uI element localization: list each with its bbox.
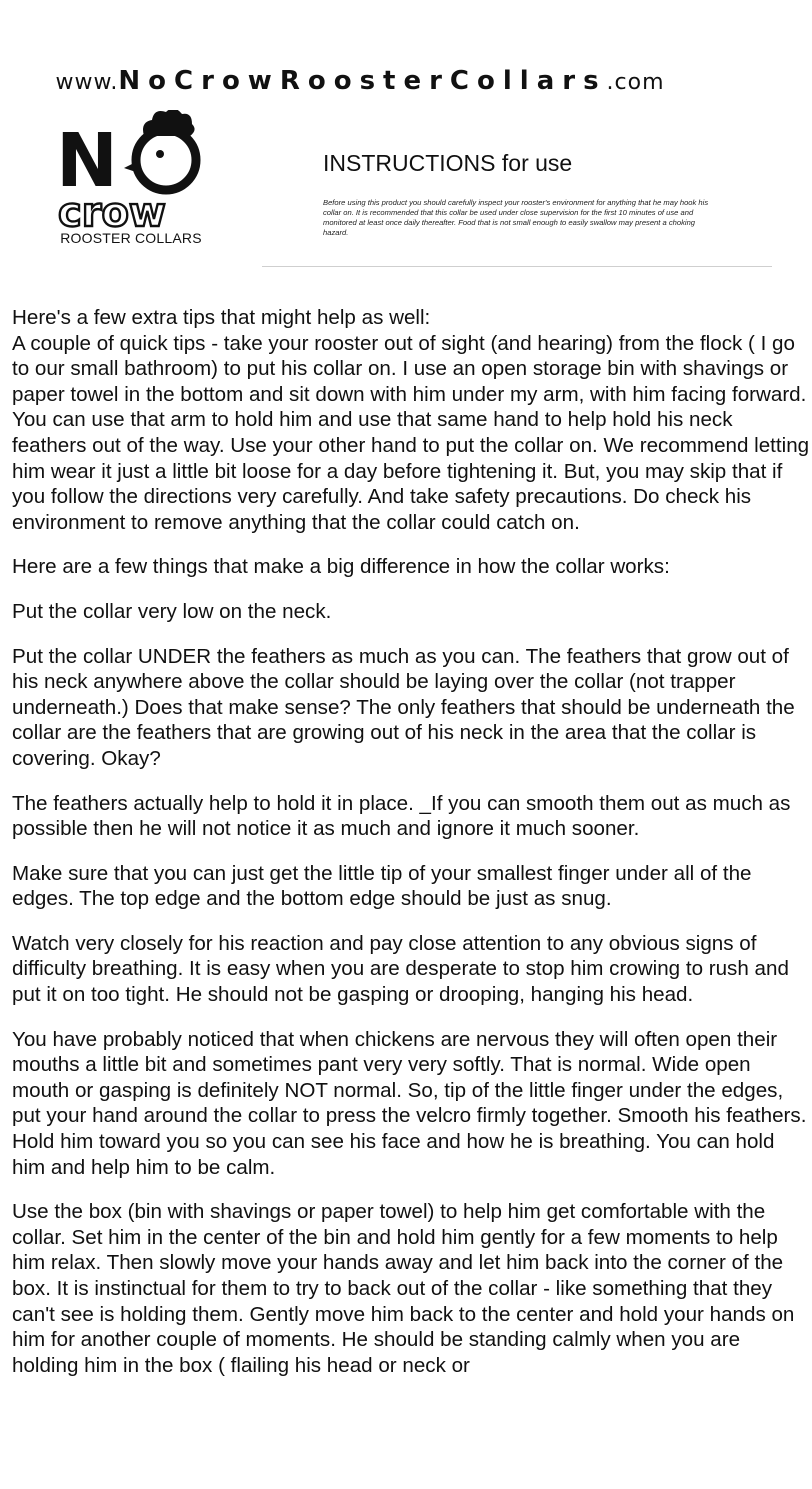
intro-line: Here's a few extra tips that might help as well: [12, 306, 431, 329]
logo-word-crow: crow [58, 190, 166, 230]
paragraph-feathers-help: The feathers actually help to hold it in place. _If you can smooth them out as much as possible then he will not notice it as much and ignore it much sooner. [12, 791, 791, 841]
url-main: NoCrowRoosterCollars [118, 66, 607, 96]
paragraph-finger-tip: Make sure that you can just get the little tip of your smallest finger under all of the edges. The top edge and the bottom edge should be just as snug. [12, 861, 752, 911]
header-divider [262, 266, 772, 267]
paragraph-nervous-chickens: You have probably noticed that when chickens are nervous they will often open their mouths a little bit and sometimes pant very very softly. That is normal. Wide open mouth or gasping is definitely NOT normal. So, tip of the little finger under the edges, put your hand around the collar to press the velcro firmly together. Smooth his feathers. Hold him toward you so you can see his face and how he is breathing. You can hold him and help him to be calm. [12, 1027, 807, 1179]
paragraph-under-feathers: Put the collar UNDER the feathers as much as you can. The feathers that grow out of his neck anywhere above the collar should be laying over the collar (not trapper underneath.) Does that make sense? The only feathers that should be underneath the collar are the feathers that are growing out of his neck in the area that the collar is covering. Okay? [12, 644, 795, 770]
safety-note: Before using this product you should carefully inspect your rooster's environment for anything that he may hook his collar on. It is recommended that this collar be used under close supervision for the first 10 minutes of use and monitored at least once daily thereafter. Food that is not small enough to easily swallow may present a choking hazard. [323, 198, 709, 237]
url-suffix: .com [606, 70, 665, 95]
paragraph-use-box: Use the box (bin with shavings or paper towel) to help him get comfortable with the collar. Set him in the center of the bin and hold him gently for a few moments to help him relax. Then slowly move your hands away and let him back into the corner of the box. It is instinctual for them to try to back out of the collar - like something that they can't see is holding them. Gently move him back to the center and hold your hands on him for another couple of moments. He should be standing calmly when you are holding him in the box ( flailing his head or neck or [12, 1200, 795, 1377]
paragraph-collar-low: Put the collar very low on the neck. [12, 599, 332, 623]
rooster-logo-icon [56, 110, 206, 230]
paragraph-watch-closely: Watch very closely for his reaction and pay close attention to any obvious signs of difficulty breathing. It is easy when you are desperate to stop him crowing to rush and put it on too tight. He should not be gasping or drooping, hanging his head. [12, 931, 789, 1007]
instructions-body [12, 305, 810, 1397]
logo-subtitle: ROOSTER COLLARS [60, 230, 202, 246]
brand-logo [56, 110, 206, 250]
logo-letter-n: N [56, 118, 118, 204]
website-url [0, 66, 720, 96]
paragraph-quick-tips: A couple of quick tips - take your rooster out of sight (and hearing) from the flock ( I go to our small bathroom) to put his collar on. I use an open storage bin with shavings or paper towel in the bottom and sit down with him under my arm, with him facing forward. You can use that arm to hold him and use that same hand to help hold his neck feathers out of the way. Use your other hand to put the collar on. We recommend letting him wear it just a little bit loose for a day before tightening it. But, you may skip that if you follow the directions very carefully. And take safety precautions. Do check his environment to remove anything that the collar could catch on. [12, 331, 810, 534]
instructions-title: INSTRUCTIONS for use [323, 150, 573, 176]
paragraph-differences: Here are a few things that make a big difference in how the collar works: [12, 555, 670, 579]
url-prefix: www. [55, 70, 119, 95]
